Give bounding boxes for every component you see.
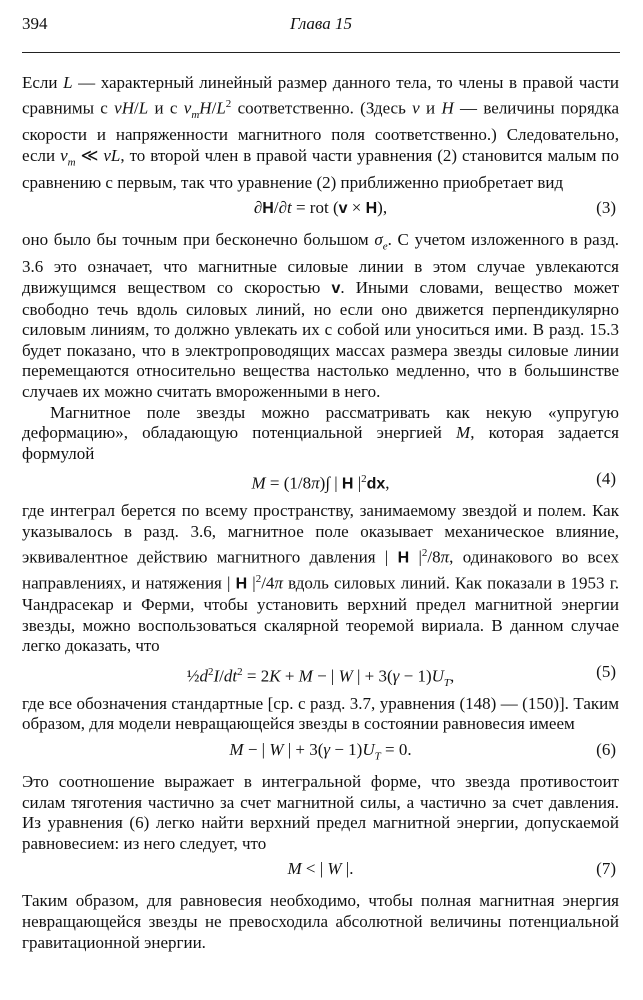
header-rule <box>22 52 620 53</box>
equation-number: (7) <box>596 859 616 879</box>
paragraph-2: оно было бы точным при бесконечно большом $\sigma_e$. С учетом изложенного в разд. 3.6 это означает, что магнитные силовые линии в этом случае увлекаются движущимся веществом со скоростью v. Иными словами, вещество может свободно течь вдоль силовых линий, но если оно движется перпендикулярно силовым линиям, то должно увлекать их с собой или уноситься ими. В разд. 15.3 будет показано, что в электропроводящих массах размера звезды силовые линии перемещаются относительно вещества настолько медленно, что в большинстве случаев их можно считать вмороженными в него. <box>22 230 620 401</box>
equation-3: ∂H/∂t = rot (v × H), (3) <box>253 198 616 218</box>
equation-number: (6) <box>596 739 616 759</box>
equation-6: M − | W | + $3(\gamma - 1)U_T = 0$. (6) <box>229 739 616 763</box>
paragraph-6: Это соотношение выражает в интегральной форме, что звезда противостоит силам тяготения частично за счет магнитной силы, а частично за счет давления. Из уравнения (6) легко найти верхний предел магнитной энергии, допускаемой равновесием: из него следует, что <box>22 771 619 853</box>
equation-number: (4) <box>596 469 616 489</box>
paragraph-3: Магнитное поле звезды можно рассматривать как некую «упругую деформацию», обладающую потенциальной энергией M, которая задается формулой <box>22 402 620 463</box>
paragraph-5: где все обозначения стандартные [ср. с разд. 3.7, уравнения (148) — (150)]. Таким образом, для модели невращающейся звезды в состоянии равновесия имеем <box>22 693 619 734</box>
chapter-title: Глава 15 <box>290 14 352 33</box>
page-body <box>22 73 619 953</box>
paragraph-4: где интеграл берется по всему пространству, занимаемому звездой и полем. Как указывалось в разд. 3.6, магнитное поле оказывает механическое влияние, эквивалентное действию магнитного давления | H $|^2/8\pi$, одинакового во всех направлениях, и натяжения | H $|^2/4\pi$ вдоль силовых линий. Как показали в 1953 г. Чандрасекар и Ферми, чтобы установить верхний предел магнитной энергии звезды, можно воспользоваться скалярной теоремой вириала. В данном случае легко доказать, что <box>22 501 620 656</box>
equation-number: (5) <box>596 661 616 681</box>
paragraph-7: Таким образом, для равновесия необходимо, чтобы полная магнитная энергия невращающейся звезды не превосходила абсолютной величины потенциальной гравитационной энергии. <box>22 891 619 952</box>
equation-number: (3) <box>596 198 616 218</box>
paragraph-1: Если L — характерный линейный размер данного тела, то члены в правой части сравнимы с vH/L и с $\nu_mH/L^2$ соответственно. (Здесь v и H — величины порядка скорости и напряженности магнитного поля соответственно.) Следовательно, если $\nu_m$ ≪ vL, то второй член в правой части уравнения (2) становится малым по сравнению с первым, так что уравнение (2) приближенно приобретает вид <box>22 73 620 192</box>
page-number: 394 <box>22 14 48 33</box>
equation-4: M = (1/8π)∫ | H $|^2dx$, (4) <box>251 469 616 493</box>
equation-5: $\frac{1}{2}d^2I/dt^2 = 2K + M$ − | W | + $3(\gamma - 1)U_T$, (5) <box>186 661 616 689</box>
equation-7: M < | W |. (7) <box>287 859 616 879</box>
page-header <box>22 14 620 38</box>
